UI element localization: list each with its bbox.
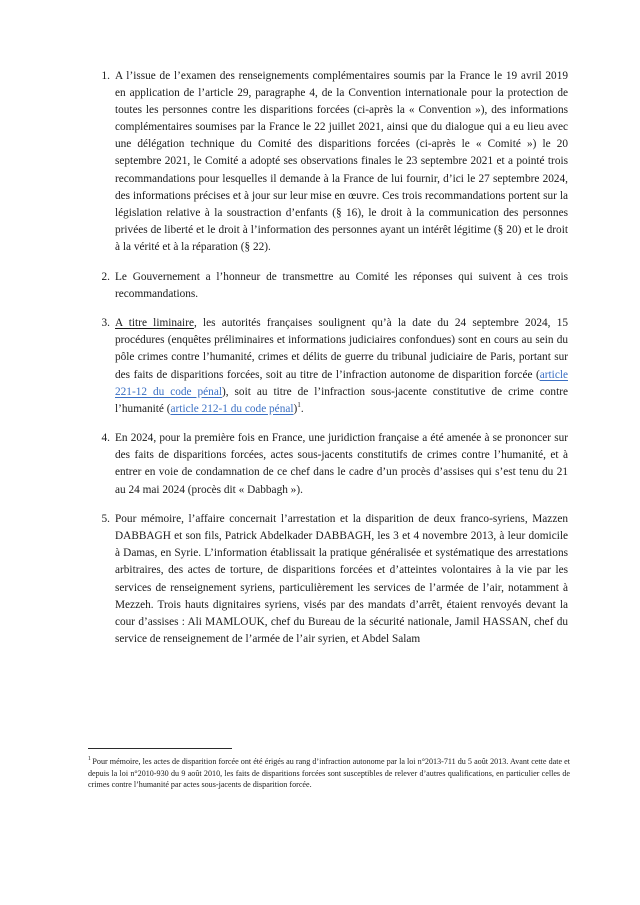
paragraph-item <box>88 511 568 648</box>
text-run: En 2024, pour la première fois en France, une juridiction française a été amenée à se prononcer sur des faits de disparitions forcées, actes sous-jacents constitutifs de crimes contre l’humanité, et à entrer en voie de condamnation de ce chef dans le cadre d’un procès d’assises qui s’est tenu du 21 au 24 mai 2024 (procès dit « Dabbagh »). <box>115 432 568 496</box>
text-run: ), soit au titre de l’infraction sous-jacente constitutive de crime contre l’humanité ( <box>115 385 568 415</box>
footnote-text: Pour mémoire, les actes de disparition forcée ont été érigés au rang d’infraction autonome par la loi n°2013-711 du 5 août 2013. Avant cette date et depuis la loi n°2010-930 du 9 août 2010, les faits de disparitions forcées sont susceptibles de relever d’autres qualifications, en particulier celles de crimes contre l’humanité par actes sous-jacents de disparition forcée. <box>88 757 570 790</box>
paragraph-number: 1. <box>101 70 110 82</box>
paragraph-item <box>88 315 568 418</box>
paragraph-number: 2. <box>101 270 110 283</box>
code-penal-link[interactable]: article 221-12 du code pénal <box>115 368 568 398</box>
paragraph-text <box>115 315 568 418</box>
paragraph-number: 3. <box>101 317 110 330</box>
text-run: . <box>300 402 304 415</box>
underlined-lead-in: A titre liminaire <box>115 317 194 330</box>
paragraph-item <box>88 430 568 498</box>
numbered-paragraph-list <box>88 68 568 648</box>
text-run: A l’issue de l’examen des renseignements complémentaires soumis par la France le 19 avril 2019 en application de l’article 29, paragraphe 4, de la Convention internationale pour la protection de toutes les personnes contre les disparitions forcées (ci-après la « Convention »), des informations complémentaires soumises par la France le 22 juillet 2021, ainsi que du dialogue qui a eu lieu avec une délégation technique du Comité des disparitions forcées (ci-après le « Comité ») le 20 septembre 2021, le Comité a adopté ses observations finales le 23 septembre 2021 et a pointé trois recommandations pour lesquelles il demande à la France de lui fournir, d’ici le 27 septembre 2024, des informations précises et à jour sur leur mise en œuvre. Ces trois recommandations portent sur la législation relative à la soustraction d’enfants (§ 16), le droit à la communication des personnes privées de liberté et le droit à l’information des personnes ayant un intérêt légitime (§ 20) et le droit à la vérité et à la réparation (§ 22). <box>115 70 568 253</box>
document-body <box>88 68 568 660</box>
paragraph-item <box>88 68 568 256</box>
footnote-reference[interactable]: 1 <box>297 400 301 409</box>
text-run: Pour mémoire, l’affaire concernait l’arrestation et la disparition de deux franco-syriens, Mazzen DABBAGH et son fils, Patrick Abdelkader DABBAGH, les 3 et 4 novembre 2013, à leur domicile à Damas, en Syrie. L’information établissait la pratique généralisée et systématique des arrestations arbitraires, des actes de torture, de disparitions forcées et d’atteintes volontaires à la vie par les services de renseignement syriens, particulièrement les services de l’armée de l’air, notamment à Mezzeh. Trois hauts dignitaires syriens, visés par des mandats d’arrêt, étaient renvoyés devant la cour d’assises : Ali MAMLOUK, chef du Bureau de la sécurité nationale, Jamil HASSAN, chef du service de renseignement de l’armée de l’air syrien, et Abdel Salam <box>115 513 568 645</box>
text-run: ) <box>293 402 298 415</box>
paragraph-number: 4. <box>101 432 110 445</box>
paragraph-item <box>88 269 568 303</box>
footnote-separator-rule <box>88 748 232 749</box>
footnote-marker: 1 <box>88 756 91 763</box>
code-penal-link[interactable]: article 212-1 du code pénal <box>170 402 294 415</box>
paragraph-text <box>115 68 568 256</box>
paragraph-text <box>115 430 568 498</box>
paragraph-text <box>115 269 568 303</box>
footnote-1 <box>88 756 570 791</box>
paragraph-text <box>115 511 568 648</box>
text-run: Le Gouvernement a l’honneur de transmettre au Comité les réponses qui suivent à ces trois recommandations. <box>115 270 568 300</box>
footnote-area <box>88 748 570 791</box>
text-run: , les autorités françaises soulignent qu’à la date du 24 septembre 2024, 15 procédures (enquêtes préliminaires et informations judiciaires confondues) sont en cours au sein du pôle crimes contre l’humanité, crimes et délits de guerre du tribunal judiciaire de Paris, portant sur des faits de disparitions forcées, soit au titre de l’infraction autonome de disparition forcée ( <box>115 317 568 381</box>
paragraph-number: 5. <box>101 513 110 526</box>
